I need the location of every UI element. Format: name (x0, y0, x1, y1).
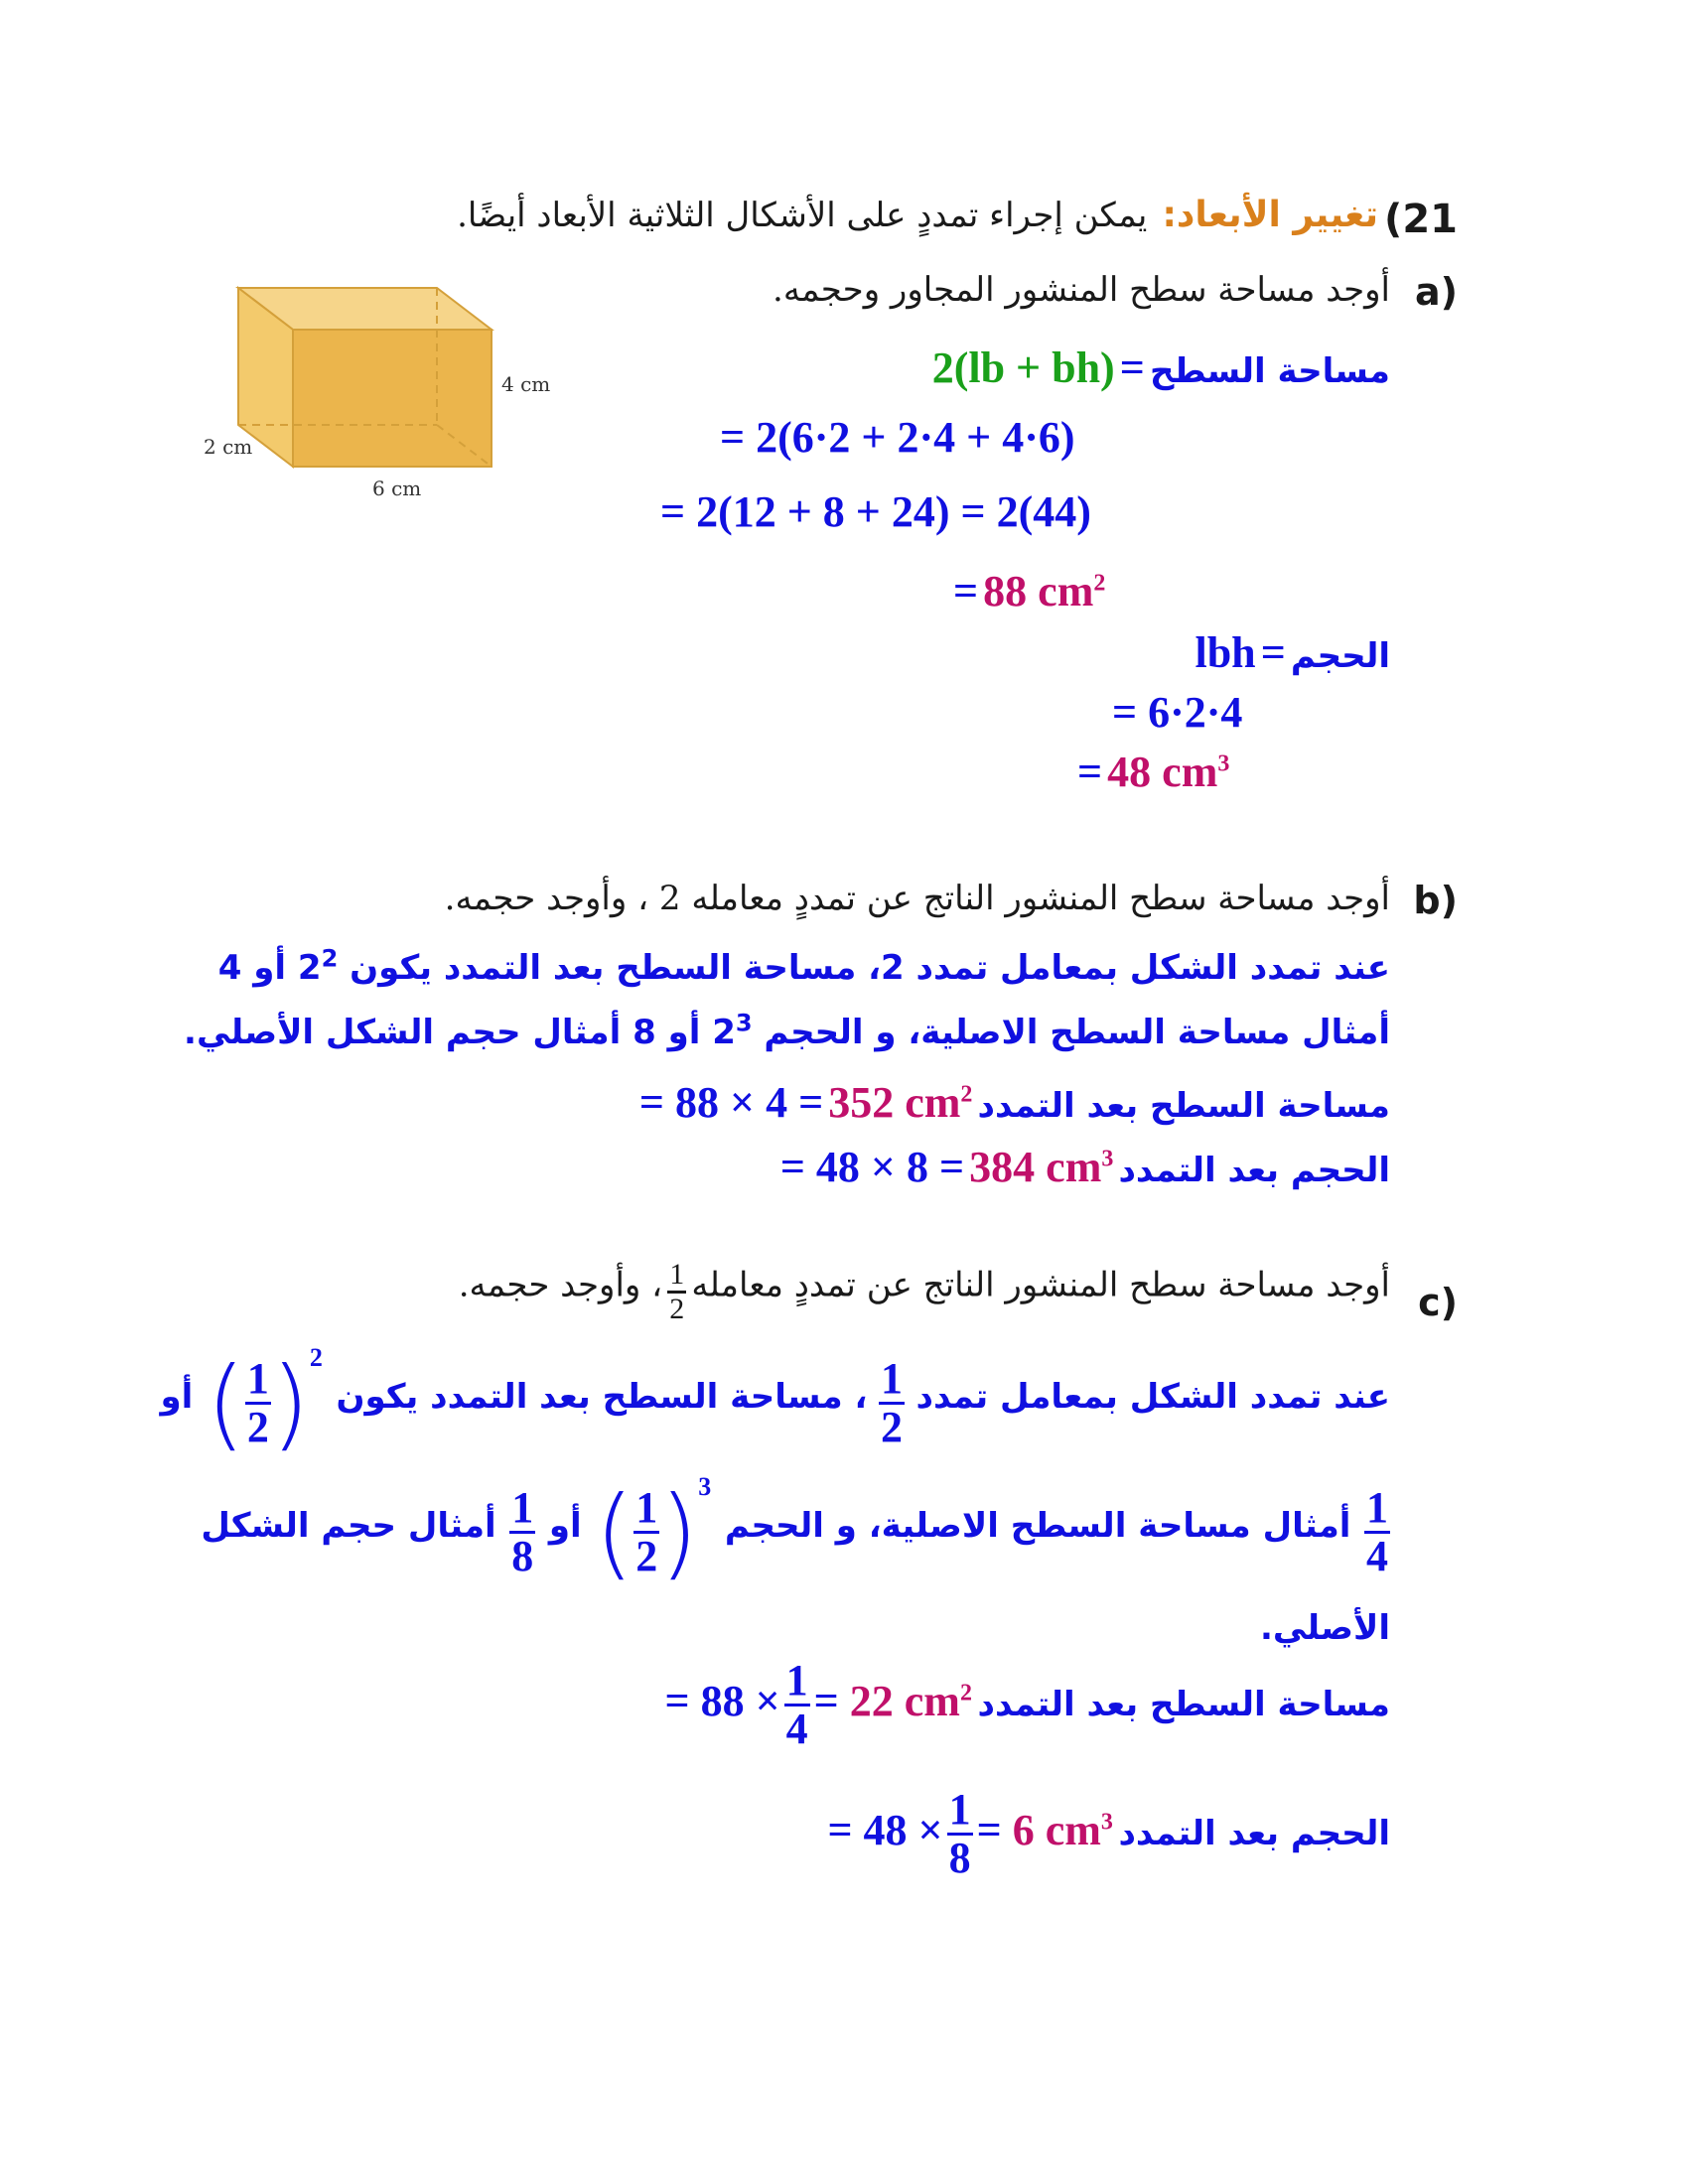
part-c-scale-fraction: $\frac{1}{2}$ (669, 1258, 685, 1325)
part-c-volume-line (827, 1787, 1390, 1881)
surface-step-2: = 2(12 + 8 + 24) = 2(44) (660, 487, 1091, 536)
part-c-volume-calc: = 48 × $\frac{1}{8}$ = (827, 1785, 1002, 1883)
part-c-explanation-line-2: $\frac{1}{4}$ أمثال مساحة السطح الاصلية، و الحجم ( $\frac{1}{2}$ )$^3$ أو $\frac{1}{8}$ أمثال حجم الشكل (201, 1472, 1388, 1590)
part-b-explanation-line-1: عند تمدد الشكل بمعامل تمدد 2، مساحة السطح بعد التمدد يكون $2^2$ أو 4 (217, 944, 1390, 988)
part-c-surface-result: 22 $cm^2$ (849, 1676, 972, 1725)
part-b-surface-result: 352 $cm^2$ (828, 1078, 973, 1127)
part-b-explanation-line-2: أمثال مساحة السطح الاصلية، و الحجم $2^3$ أو 8 أمثال حجم الشكل الأصلي. (184, 1009, 1390, 1052)
volume-line (1195, 627, 1390, 678)
part-c-question: أوجد مساحة سطح المنشور الناتج عن تمددٍ معامله $\frac{1}{2}$ ، وأوجد حجمه. (458, 1258, 1390, 1325)
part-c-surface-label: مساحة السطح بعد التمدد (977, 1684, 1390, 1724)
half-squared: ( $\frac{1}{2}$ )$^2$ (206, 1343, 323, 1461)
surface-area-result: 88 $cm^2$ (983, 567, 1106, 615)
prism-length-label: 6 cm (372, 477, 422, 500)
part-b-surface-label: مساحة السطح بعد التمدد (977, 1086, 1390, 1126)
problem-heading (457, 195, 1378, 235)
part-a-letter: a) (1414, 270, 1458, 314)
prism-height-label: 4 cm (501, 372, 551, 396)
part-c-volume-label: الحجم بعد التمدد (1118, 1813, 1390, 1853)
prism-drawing (238, 288, 492, 467)
part-b-question: أوجد مساحة سطح المنشور الناتج عن تمددٍ معامله 2 ، وأوجد حجمه. (444, 879, 1390, 918)
part-b-volume-result: 384 $cm^3$ (969, 1143, 1114, 1191)
part-c-surface-line (665, 1658, 1390, 1752)
equals-sign: = (1119, 343, 1145, 392)
surface-result-line (953, 566, 1105, 616)
volume-label: الحجم (1290, 636, 1390, 676)
part-b-volume-line (780, 1142, 1390, 1192)
surface-area-line (932, 342, 1390, 393)
fraction-one-quarter: $\frac{1}{4}$ (1366, 1482, 1388, 1580)
problem-topic: تغيير الأبعاد: (1162, 195, 1378, 235)
prism-width-label: 2 cm (204, 435, 253, 459)
volume-formula: lbh (1195, 628, 1256, 677)
equals-sign: = (1260, 628, 1286, 677)
problem-statement: يمكن إجراء تمددٍ على الأشكال الثلاثية الأبعاد أيضًا. (457, 196, 1148, 235)
part-a-question: أوجد مساحة سطح المنشور المجاور وحجمه. (773, 270, 1390, 310)
part-c-explanation-line-3: الأصلي. (1259, 1608, 1390, 1648)
volume-result-line (1077, 747, 1229, 797)
part-b-surface-calc: = 88 × 4 = (638, 1078, 824, 1127)
surface-area-label: مساحة السطح (1149, 351, 1390, 391)
part-c-explanation-line-1: عند تمدد الشكل بمعامل تمدد $\frac{1}{2}$ ، مساحة السطح بعد التمدد يكون ( $\frac{1}{2}$ )$^2$ أو (160, 1343, 1390, 1461)
equals-sign: = (1077, 748, 1103, 796)
volume-step: = 6·2·4 (1112, 688, 1243, 737)
equals-sign: = (953, 567, 979, 615)
part-c-letter: c) (1418, 1281, 1458, 1324)
fraction-one-half: $\frac{1}{2}$ (880, 1353, 903, 1451)
problem-number: (21 (1384, 197, 1458, 242)
surface-area-formula: 2(lb + bh) (931, 343, 1115, 392)
part-b-surface-line (639, 1077, 1390, 1128)
surface-step-1: = 2(6·2 + 2·4 + 4·6) (720, 413, 1075, 462)
fraction-one-eighth: $\frac{1}{8}$ (511, 1482, 534, 1580)
prism-front-face (293, 330, 492, 467)
part-b-volume-label: الحجم بعد التمدد (1118, 1151, 1390, 1190)
volume-result: 48 $cm^3$ (1107, 748, 1230, 796)
half-cubed: ( $\frac{1}{2}$ )$^3$ (595, 1472, 712, 1590)
part-b-letter: b) (1413, 879, 1458, 922)
part-c-volume-result: 6 $cm^3$ (1012, 1805, 1113, 1854)
part-b-volume-calc: = 48 × 8 = (779, 1143, 965, 1191)
part-c-surface-calc: = 88 × $\frac{1}{4}$ = (664, 1656, 839, 1754)
